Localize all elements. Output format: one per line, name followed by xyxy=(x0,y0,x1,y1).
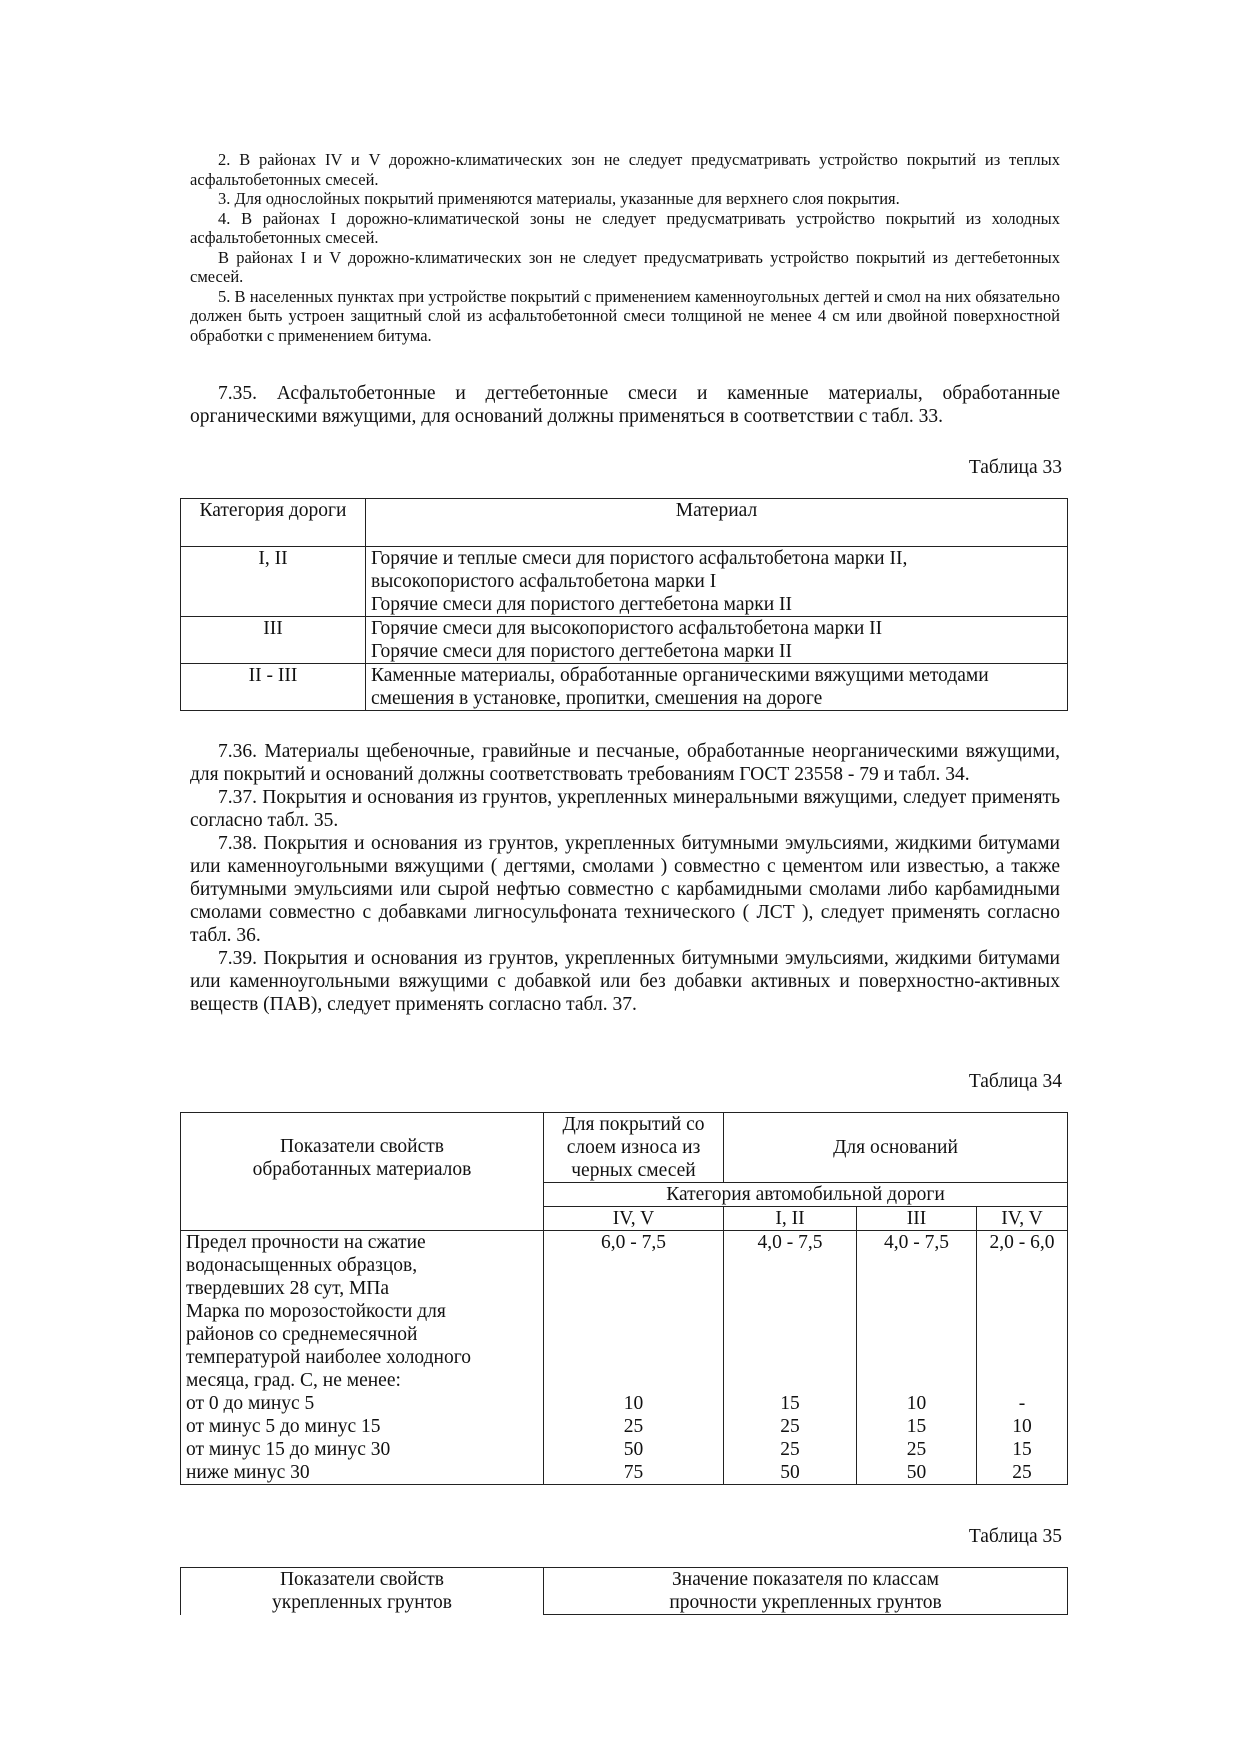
t34-value-cell xyxy=(544,1277,724,1300)
t34-value-cell xyxy=(977,1369,1068,1392)
t34-value-cell xyxy=(977,1323,1068,1346)
t33-row1-line2: высокопористого асфальтобетона марки I xyxy=(371,571,717,592)
t34-header-category: Категория автомобильной дороги xyxy=(544,1183,1068,1207)
document-page xyxy=(186,150,1062,1613)
t34-header-base: Для оснований xyxy=(724,1113,1068,1183)
t33-row1-line3: Горячие смеси для пористого дегтебетона марки II xyxy=(371,594,793,615)
t34-value-cell xyxy=(977,1277,1068,1300)
t34-value-cell xyxy=(544,1369,724,1392)
table-row xyxy=(181,1300,1068,1323)
t33-header-category: Категория дороги xyxy=(181,499,366,547)
section-7-35 xyxy=(190,382,1060,428)
table-row xyxy=(181,1438,1068,1461)
t34-value-cell: 2,0 - 6,0 xyxy=(977,1231,1068,1255)
t34-property-cell: твердевших 28 сут, МПа xyxy=(181,1277,544,1300)
table-row xyxy=(181,1254,1068,1277)
t34-property-cell: Марка по морозостойкости для xyxy=(181,1300,544,1323)
paragraph-7-39: 7.39. Покрытия и основания из грунтов, укрепленных битумными эмульсиями, жидкими битумами или каменноугольными вяжущими с добавкой или без добавки активных и поверхностно-активных веществ (ПАВ), следует применять согласно табл. 37. xyxy=(190,948,1060,1015)
table-35 xyxy=(180,1567,1068,1615)
t34-cat-col2: I, II xyxy=(724,1207,857,1231)
t34-property-cell: водонасыщенных образцов, xyxy=(181,1254,544,1277)
table-row xyxy=(181,1277,1068,1300)
t34-value-cell: 10 xyxy=(977,1415,1068,1438)
t33-header-material: Материал xyxy=(366,499,1068,547)
table35-caption: Таблица 35 xyxy=(968,1526,1062,1547)
t33-row2-line1: Горячие смеси для высокопористого асфальтобетона марки II xyxy=(371,618,883,639)
t35-header-properties xyxy=(181,1568,544,1615)
section-7-36-7-39 xyxy=(190,740,1060,1016)
note-2: 2. В районах IV и V дорожно-климатических зон не следует предусматривать устройство покрытий из теплых асфальтобетонных смесей. xyxy=(190,150,1060,189)
t34-value-cell xyxy=(724,1346,857,1369)
t34-property-cell: месяца, град. С, не менее: xyxy=(181,1369,544,1392)
t34-value-cell xyxy=(857,1369,977,1392)
table-row xyxy=(181,1323,1068,1346)
t34-value-cell: 50 xyxy=(544,1438,724,1461)
paragraph-7-35: 7.35. Асфальтобетонные и дегтебетонные смеси и каменные материалы, обработанные органическими вяжущими, для оснований должны применяться в соответствии с табл. 33. xyxy=(190,383,1060,427)
t34-property-cell: от минус 5 до минус 15 xyxy=(181,1415,544,1438)
table-34 xyxy=(180,1112,1068,1485)
t34-property-cell: от 0 до минус 5 xyxy=(181,1392,544,1415)
t34-header-cover xyxy=(544,1113,724,1183)
t34-header-cover-line3: черных смесей xyxy=(571,1160,696,1181)
t34-value-cell: 50 xyxy=(857,1461,977,1485)
t34-value-cell xyxy=(544,1254,724,1277)
t34-value-cell: 50 xyxy=(724,1461,857,1485)
table-33 xyxy=(180,498,1068,711)
note-4: 4. В районах I дорожно-климатической зоны не следует предусматривать устройство покрытий из холодных асфальтобетонных смесей. xyxy=(190,208,1060,247)
t33-row1-category: I, II xyxy=(181,547,366,617)
t35-header-values-line2: прочности укрепленных грунтов xyxy=(669,1592,942,1613)
t34-value-cell xyxy=(544,1323,724,1346)
t34-value-cell xyxy=(724,1300,857,1323)
t34-header-properties xyxy=(181,1113,544,1231)
t33-row3-category: II - III xyxy=(181,664,366,711)
t34-value-cell xyxy=(857,1300,977,1323)
table-row xyxy=(181,1461,1068,1485)
t34-cat-col4: IV, V xyxy=(977,1207,1068,1231)
t34-cat-col1: IV, V xyxy=(544,1207,724,1231)
t34-value-cell: 4,0 - 7,5 xyxy=(724,1231,857,1255)
t34-value-cell: 25 xyxy=(977,1461,1068,1485)
t34-value-cell: 10 xyxy=(544,1392,724,1415)
t34-property-cell: температурой наиболее холодного xyxy=(181,1346,544,1369)
t34-value-cell: 25 xyxy=(724,1438,857,1461)
table-row xyxy=(181,1369,1068,1392)
t34-value-cell xyxy=(857,1277,977,1300)
t34-value-cell xyxy=(857,1346,977,1369)
t34-value-cell: 15 xyxy=(977,1438,1068,1461)
table34-caption: Таблица 34 xyxy=(968,1071,1062,1092)
note-3: 3. Для однослойных покрытий применяются материалы, указанные для верхнего слоя покрытия. xyxy=(218,189,900,208)
t34-value-cell xyxy=(544,1346,724,1369)
t34-value-cell xyxy=(977,1346,1068,1369)
t35-header-values xyxy=(544,1568,1068,1615)
t34-value-cell xyxy=(724,1277,857,1300)
t34-value-cell: 6,0 - 7,5 xyxy=(544,1231,724,1255)
t34-property-cell: от минус 15 до минус 30 xyxy=(181,1438,544,1461)
t34-value-cell: 15 xyxy=(724,1392,857,1415)
t34-property-cell: районов со среднемесячной xyxy=(181,1323,544,1346)
t34-header-cover-line2: слоем износа из xyxy=(566,1137,701,1158)
t34-value-cell xyxy=(977,1300,1068,1323)
table-row xyxy=(181,1392,1068,1415)
t33-row2-line2: Горячие смеси для пористого дегтебетона марки II xyxy=(371,641,793,662)
t33-row2-material xyxy=(366,617,1068,664)
table-row xyxy=(181,1231,1068,1255)
t34-value-cell: 25 xyxy=(857,1438,977,1461)
note-5: 5. В населенных пунктах при устройстве покрытий с применением каменноугольных дегтей и смол на них обязательно должен быть устроен защитный слой из асфальтобетонной смеси толщиной не менее 4 см или двойной поверхностной обработки с применением битума. xyxy=(190,286,1060,345)
paragraph-7-38: 7.38. Покрытия и основания из грунтов, укрепленных битумными эмульсиями, жидкими битумами или каменноугольными вяжущими ( дегтями, смолами ) совместно с цементом или известью, а также битумными эмульсиями или сырой нефтью совместно с карбамидными смолами либо карбамидными смолами совместно с добавками лигносульфоната технического ( ЛСТ ), следует применять согласно табл. 36. xyxy=(190,833,1060,946)
t34-value-cell: 25 xyxy=(724,1415,857,1438)
t34-value-cell: - xyxy=(977,1392,1068,1415)
t33-row3-line1: Каменные материалы, обработанные органическими вяжущими методами xyxy=(371,665,989,686)
t34-value-cell xyxy=(857,1254,977,1277)
t33-row3-material xyxy=(366,664,1068,711)
t34-cat-col3: III xyxy=(857,1207,977,1231)
paragraph-7-36: 7.36. Материалы щебеночные, гравийные и песчаные, обработанные неорганическими вяжущими, для покрытий и оснований должны соответствовать требованиям ГОСТ 23558 - 79 и табл. 34. xyxy=(190,741,1060,785)
t34-property-cell: Предел прочности на сжатие xyxy=(181,1231,544,1255)
t34-value-cell xyxy=(724,1369,857,1392)
t34-value-cell: 75 xyxy=(544,1461,724,1485)
t34-value-cell xyxy=(857,1323,977,1346)
t34-value-cell xyxy=(977,1254,1068,1277)
table-notes xyxy=(190,150,1060,345)
note-4-continued: В районах I и V дорожно-климатических зон не следует предусматривать устройство покрытий из дегтебетонных смесей. xyxy=(190,247,1060,286)
t34-value-cell: 10 xyxy=(857,1392,977,1415)
t35-header-values-line1: Значение показателя по классам xyxy=(671,1569,940,1590)
t34-value-cell: 4,0 - 7,5 xyxy=(857,1231,977,1255)
table-row xyxy=(181,1346,1068,1369)
t33-row1-material xyxy=(366,547,1068,617)
t34-value-cell: 15 xyxy=(857,1415,977,1438)
t34-property-cell: ниже минус 30 xyxy=(181,1461,544,1485)
t35-header-properties-line1: Показатели свойств xyxy=(279,1569,445,1590)
t34-value-cell: 25 xyxy=(544,1415,724,1438)
t34-value-cell xyxy=(724,1254,857,1277)
t34-header-properties-line1: Показатели свойств xyxy=(279,1135,445,1157)
t34-header-cover-line1: Для покрытий со xyxy=(562,1114,705,1135)
table-row xyxy=(181,1415,1068,1438)
t35-header-properties-line2: укрепленных грунтов xyxy=(272,1592,452,1613)
t33-row1-line1: Горячие и теплые смеси для пористого асфальтобетона марки II, xyxy=(371,548,908,569)
table33-caption: Таблица 33 xyxy=(968,457,1062,478)
t33-row3-line2: смешения в установке, пропитки, смешения на дороге xyxy=(371,688,823,709)
t34-header-properties-line2: обработанных материалов xyxy=(252,1158,472,1180)
t34-value-cell xyxy=(724,1323,857,1346)
t33-row2-category: III xyxy=(181,617,366,664)
t34-value-cell xyxy=(544,1300,724,1323)
paragraph-7-37: 7.37. Покрытия и основания из грунтов, укрепленных минеральными вяжущими, следует применять согласно табл. 35. xyxy=(190,787,1060,831)
